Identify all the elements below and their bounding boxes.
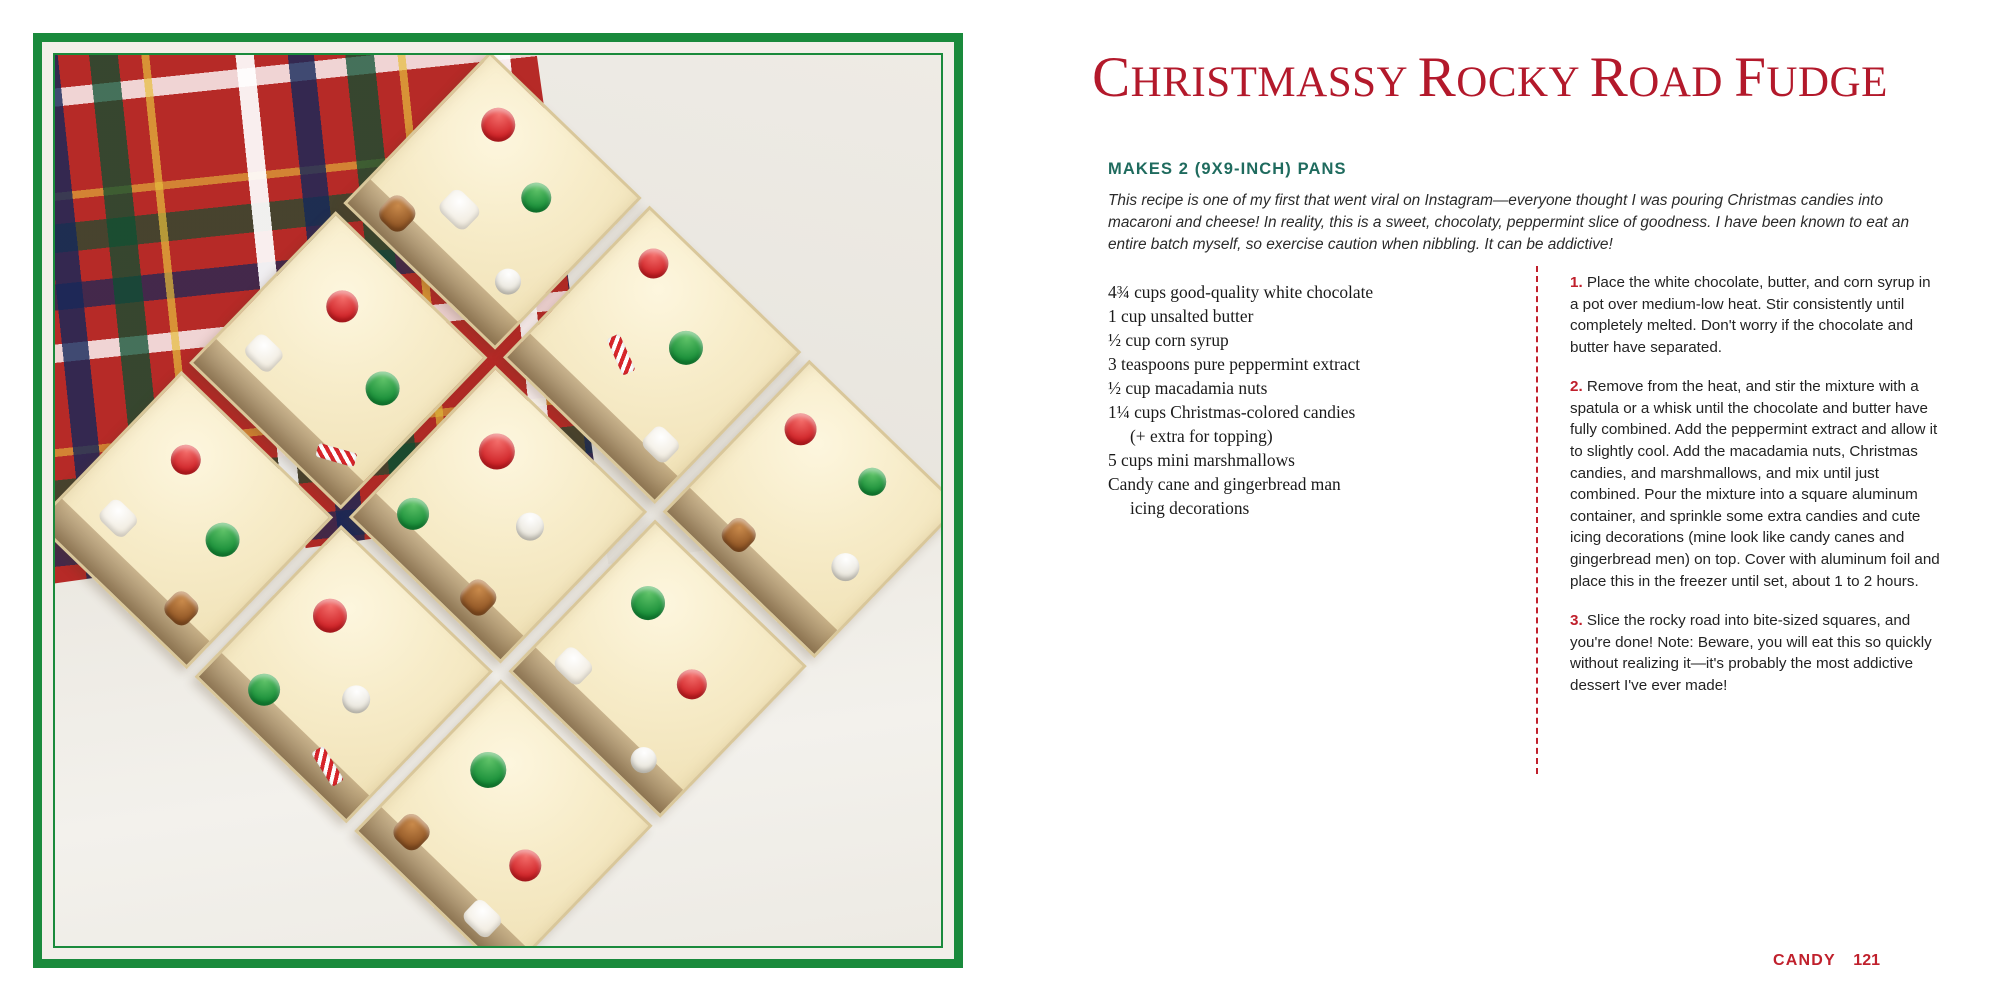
ingredients-list xyxy=(1108,280,1478,520)
page-footer xyxy=(1773,952,1880,970)
photo-inner-border xyxy=(53,53,943,948)
title-cap-2: R xyxy=(1417,46,1457,109)
title-rest-3: OAD xyxy=(1628,59,1723,106)
list-item: 5 cups mini marshmallows xyxy=(1108,450,1295,471)
list-item: ½ cup macadamia nuts xyxy=(1108,378,1268,399)
list-item: icing decorations xyxy=(1130,498,1250,519)
title-rest-4: UDGE xyxy=(1766,59,1888,106)
recipe-body xyxy=(1108,272,1940,792)
list-item: 1¼ cups Christmas-colored candies xyxy=(1108,402,1356,423)
list-item: (+ extra for topping) xyxy=(1130,426,1273,447)
column-divider xyxy=(1536,266,1538,774)
title-cap-1: C xyxy=(1092,46,1131,109)
recipe-photo-panel xyxy=(33,33,963,968)
step-number: 1. xyxy=(1570,274,1583,291)
page-number: 121 xyxy=(1853,952,1880,969)
footer-section-label: CANDY xyxy=(1773,952,1836,969)
step-text: Slice the rocky road into bite-sized squares, and you're done! Note: Beware, you will eat this so quickly without realizing it—it's probably the most addictive dessert I've ever made! xyxy=(1570,612,1932,694)
title-rest-2: OCKY xyxy=(1456,59,1579,106)
list-item: Candy cane and gingerbread man xyxy=(1108,474,1341,495)
step-number: 3. xyxy=(1570,612,1583,630)
recipe-text-page xyxy=(1040,0,1940,1000)
title-rest-1: HRISTMASSY xyxy=(1130,59,1407,106)
step-number: 2. xyxy=(1570,378,1583,396)
step-text: Remove from the heat, and stir the mixture with a spatula or a whisk until the chocolate and butter have fully combined. Add the peppermint extract and allow it to slightly cool. Add the macadamia nuts, Christmas candies, and marshmallows, and mix until just combined. Pour the mixture into a square aluminum container, and sprinkle some extra candies and cute icing decorations (mine look like candy canes and gingerbread men) on top. Cover with aluminum foil and place this in the freezer until set, about 1 to 2 hours. xyxy=(1570,378,1940,590)
list-item xyxy=(1570,376,1940,592)
title-cap-3: R xyxy=(1589,46,1629,109)
instructions-list xyxy=(1570,272,1940,714)
page-title xyxy=(1040,46,1940,109)
list-item: 4¾ cups good-quality white chocolate xyxy=(1108,282,1374,302)
list-item xyxy=(1570,272,1940,358)
list-item: ½ cup corn syrup xyxy=(1108,330,1229,351)
list-item: 3 teaspoons pure peppermint extract xyxy=(1108,354,1361,375)
recipe-intro: This recipe is one of my first that went viral on Instagram—everyone thought I was pouring Christmas candies into macaroni and cheese! In reality, this is a sweet, chocolaty, peppermint slice of goodness. I have been known to eat an entire batch myself, so exercise caution when nibbling. It can be addictive! xyxy=(1108,192,1910,254)
recipe-photo xyxy=(55,55,941,946)
list-item: 1 cup unsalted butter xyxy=(1108,306,1254,327)
step-text: Place the white chocolate, butter, and corn syrup in a pot over medium-low heat. Stir consistently until completely melted. Don't worry if the chocolate and butter have separated. xyxy=(1570,274,1931,356)
title-cap-4: F xyxy=(1734,46,1767,109)
list-item xyxy=(1570,610,1940,696)
yield-label: MAKES 2 (9X9-INCH) PANS xyxy=(1108,160,1347,178)
